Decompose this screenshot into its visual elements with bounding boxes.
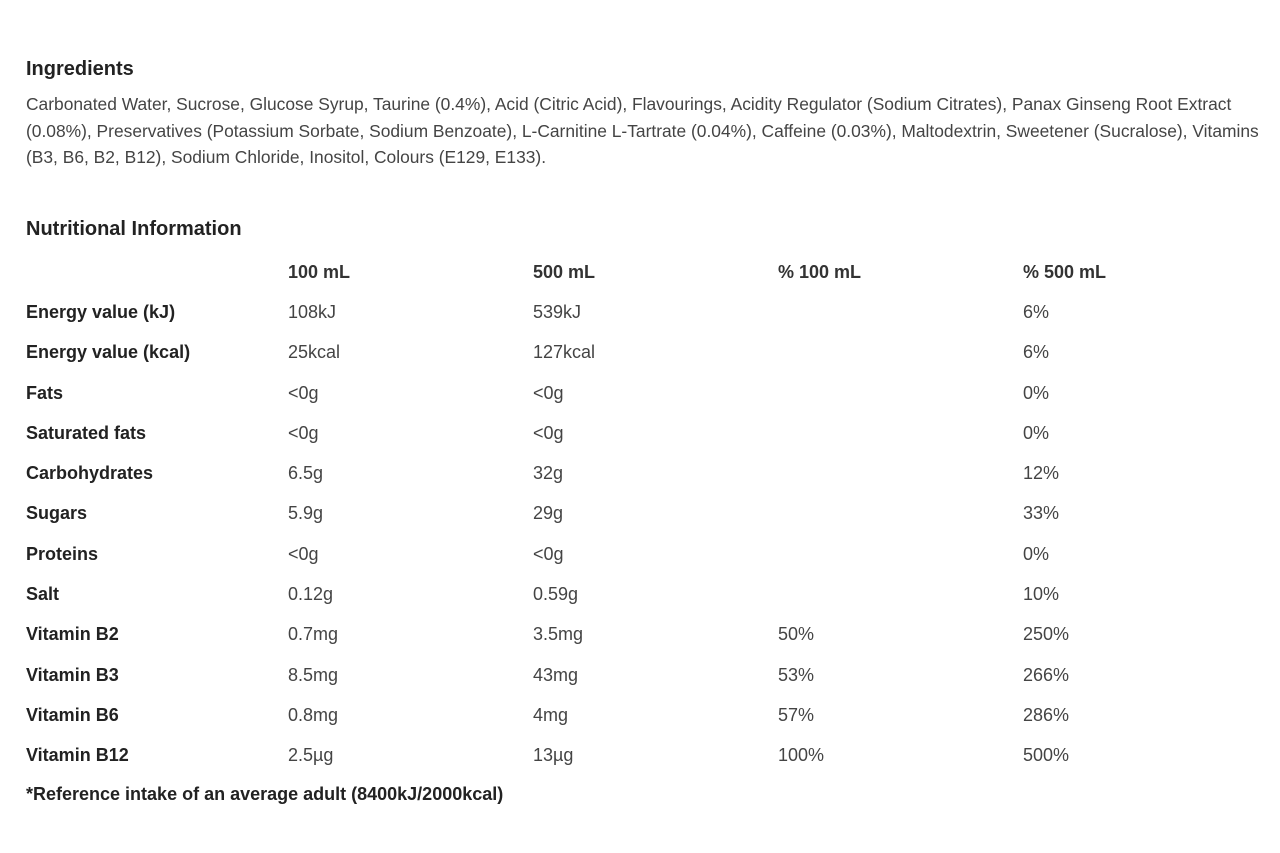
percent-500ml: 10% xyxy=(1023,584,1060,605)
percent-100ml xyxy=(778,333,1023,373)
value-100ml: <0g xyxy=(288,422,319,443)
ingredients-list: Carbonated Water, Sucrose, Glucose Syrup, Taurine (0.4%), Acid (Citric Acid), Flavourings, Acidity Regulator (Sodium Citrates), Panax Ginseng Root Extract (0.08%), Preservatives (Potassium Sorbate, Sodium Benzoate), L-Carnitine L-Tartrate (0.04%), Caffeine (0.03%), Maltodextrin, Sweetener (Sucralose), Vitamins (B3, B6, B2, B12), Sodium Chloride, Inositol, Colours (E129, E133). xyxy=(26,94,1259,167)
percent-500ml: 6% xyxy=(1023,342,1050,363)
percent-500ml: 250% xyxy=(1023,624,1070,645)
value-500ml: 539kJ xyxy=(533,301,582,322)
value-500ml: 0.59g xyxy=(533,584,579,605)
percent-500ml: 500% xyxy=(1023,745,1070,766)
nutrition-heading: Nutritional Information xyxy=(26,218,242,240)
nutrient-name: Saturated fats xyxy=(26,422,147,443)
percent-100ml: 57% xyxy=(778,704,815,725)
nutrient-name: Vitamin B2 xyxy=(26,624,119,645)
value-500ml: 3.5mg xyxy=(533,624,584,645)
nutrient-name: Proteins xyxy=(26,543,99,564)
percent-500ml: 0% xyxy=(1023,543,1050,564)
value-500ml: 43mg xyxy=(533,664,579,685)
nutrient-name: Energy value (kcal) xyxy=(26,342,191,363)
value-500ml: <0g xyxy=(533,382,564,403)
reference-intake-footnote: *Reference intake of an average adult (8400kJ/2000kcal) xyxy=(26,784,504,804)
percent-100ml: 53% xyxy=(778,664,815,685)
value-500ml: 13µg xyxy=(533,745,574,766)
value-100ml: 25kcal xyxy=(288,342,341,363)
header-cell-label xyxy=(26,252,288,292)
value-100ml: 5.9g xyxy=(288,503,324,524)
nutrition-table xyxy=(26,252,1223,776)
nutrient-name: Carbohydrates xyxy=(26,463,154,484)
percent-100ml xyxy=(778,534,1023,574)
table-row xyxy=(26,292,1223,332)
nutrient-name: Vitamin B12 xyxy=(26,745,129,766)
percent-100ml xyxy=(778,373,1023,413)
table-row xyxy=(26,655,1223,695)
table-row xyxy=(26,534,1223,574)
percent-100ml xyxy=(778,494,1023,534)
header-cell-100ml: 100 mL xyxy=(288,261,351,282)
percent-500ml: 12% xyxy=(1023,463,1060,484)
value-100ml: 0.12g xyxy=(288,584,334,605)
percent-500ml: 286% xyxy=(1023,704,1070,725)
nutrient-name: Vitamin B6 xyxy=(26,704,119,725)
value-500ml: 32g xyxy=(533,463,564,484)
value-500ml: 4mg xyxy=(533,704,569,725)
percent-500ml: 6% xyxy=(1023,301,1050,322)
table-row xyxy=(26,413,1223,453)
percent-500ml: 0% xyxy=(1023,422,1050,443)
percent-500ml: 33% xyxy=(1023,503,1060,524)
table-row xyxy=(26,615,1223,655)
nutrient-name: Energy value (kJ) xyxy=(26,301,176,322)
value-100ml: 0.8mg xyxy=(288,704,339,725)
value-100ml: 108kJ xyxy=(288,301,337,322)
value-500ml: <0g xyxy=(533,422,564,443)
value-100ml: 2.5µg xyxy=(288,745,334,766)
value-100ml: 8.5mg xyxy=(288,664,339,685)
percent-100ml xyxy=(778,453,1023,493)
nutrient-name: Vitamin B3 xyxy=(26,664,119,685)
table-row xyxy=(26,574,1223,614)
nutrient-name: Salt xyxy=(26,584,60,605)
table-row xyxy=(26,333,1223,373)
percent-500ml: 266% xyxy=(1023,664,1070,685)
value-100ml: 6.5g xyxy=(288,463,324,484)
header-cell-500ml: 500 mL xyxy=(533,261,596,282)
header-cell-pct-100ml: % 100 mL xyxy=(778,261,862,282)
nutrition-table-body xyxy=(26,292,1223,776)
table-row xyxy=(26,453,1223,493)
value-100ml: <0g xyxy=(288,543,319,564)
percent-100ml xyxy=(778,574,1023,614)
table-row xyxy=(26,494,1223,534)
nutrient-name: Fats xyxy=(26,382,64,403)
table-row xyxy=(26,695,1223,735)
value-500ml: 29g xyxy=(533,503,564,524)
percent-100ml xyxy=(778,292,1023,332)
percent-500ml: 0% xyxy=(1023,382,1050,403)
percent-100ml xyxy=(778,413,1023,453)
percent-100ml: 100% xyxy=(778,745,825,766)
value-500ml: 127kcal xyxy=(533,342,596,363)
table-row xyxy=(26,736,1223,776)
header-cell-pct-500ml: % 500 mL xyxy=(1023,261,1107,282)
table-row xyxy=(26,373,1223,413)
nutrition-header-row xyxy=(26,252,1223,292)
nutrient-name: Sugars xyxy=(26,503,88,524)
ingredients-heading: Ingredients xyxy=(26,58,134,80)
percent-100ml: 50% xyxy=(778,624,815,645)
value-500ml: <0g xyxy=(533,543,564,564)
value-100ml: <0g xyxy=(288,382,319,403)
value-100ml: 0.7mg xyxy=(288,624,339,645)
